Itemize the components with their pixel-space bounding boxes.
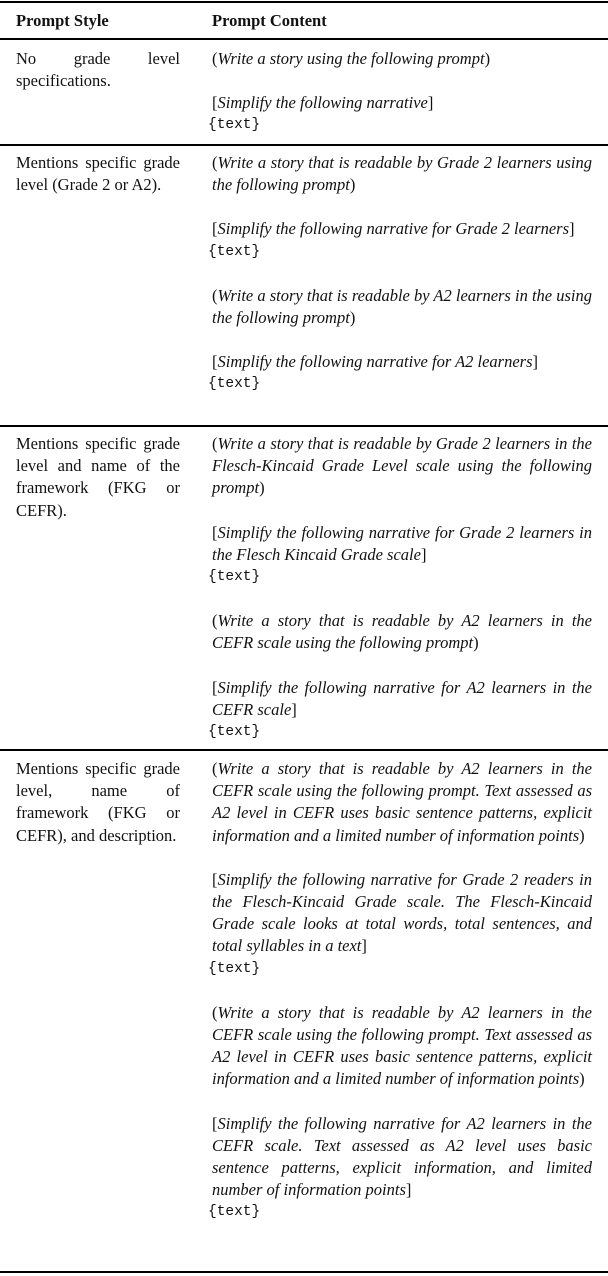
bottom-rule: [0, 1271, 608, 1273]
row-1-style: No grade level specifications.: [16, 49, 180, 91]
prompt-simplify: [Simplify the following narrative] {text}: [212, 92, 592, 136]
row-2-style: Mentions specific grade level (Grade 2 or A2).: [16, 153, 180, 195]
row-3-content: [208, 433, 592, 743]
text-placeholder: {text}: [208, 960, 261, 977]
text-placeholder: {text}: [208, 724, 261, 741]
text-placeholder: {text}: [208, 243, 261, 260]
prompt-simplify: [Simplify the following narrative for A2 learners in the CEFR scale. Text assessed as A2 level uses basic sentence patterns, explicit information, and limited number of information points] {text}: [212, 1113, 592, 1224]
text-placeholder: {text}: [208, 376, 261, 393]
row-2-content: [208, 152, 592, 396]
row-rule: [0, 749, 608, 751]
prompt-simplify: [Simplify the following narrative for A2 learners in the CEFR scale] {text}: [212, 677, 592, 744]
prompt-write: (Write a story that is readable by Grade 2 learners in the Flesch-Kincaid Grade Level scale using the following prompt): [212, 434, 592, 498]
text-placeholder: {text}: [208, 1204, 261, 1221]
prompt-write: (Write a story that is readable by A2 learners in the CEFR scale using the following prompt. Text assessed as A2 level in CEFR uses basic sentence patterns, explicit information and a limited number of information points): [212, 1002, 592, 1089]
prompt-simplify: [Simplify the following narrative for Grade 2 learners] {text}: [212, 218, 592, 262]
header-prompt-content: Prompt Content: [212, 11, 327, 30]
row-rule: [0, 425, 608, 427]
header-prompt-style: Prompt Style: [16, 11, 109, 30]
prompt-simplify: [Simplify the following narrative for Grade 2 learners in the Flesch Kincaid Grade scale] {text}: [212, 522, 592, 589]
text-placeholder: {text}: [208, 117, 261, 134]
prompt-write: (Write a story that is readable by A2 learners in the CEFR scale using the following prompt. Text assessed as A2 level in CEFR uses basic sentence patterns, explicit information and a limited number of information points): [212, 759, 592, 845]
row-4-content: [208, 758, 592, 1224]
prompt-simplify: [Simplify the following narrative for A2 learners] {text}: [212, 351, 592, 395]
prompt-write: (Write a story that is readable by A2 learners in the using the following prompt): [212, 285, 592, 328]
row-1-content: [208, 48, 592, 137]
row-3-style: Mentions specific grade level and name of the framework (FKG or CEFR).: [16, 434, 180, 520]
row-rule: [0, 144, 608, 146]
prompt-simplify: [Simplify the following narrative for Grade 2 readers in the Flesch-Kincaid Grade scale. The Flesch-Kincaid Grade scale looks at total words, total sentences, and total syllables in a text] {text}: [212, 869, 592, 980]
text-placeholder: {text}: [208, 569, 261, 586]
prompt-write: (Write a story that is readable by Grade 2 learners using the following prompt): [212, 153, 592, 195]
header-rule: [0, 38, 608, 40]
prompt-write: (Write a story using the following prompt): [212, 49, 491, 68]
row-4-style: Mentions specific grade level, name of framework (FKG or CEFR), and description.: [16, 759, 180, 845]
prompt-write: (Write a story that is readable by A2 learners in the CEFR scale using the following prompt): [212, 611, 592, 653]
top-rule: [0, 1, 608, 3]
